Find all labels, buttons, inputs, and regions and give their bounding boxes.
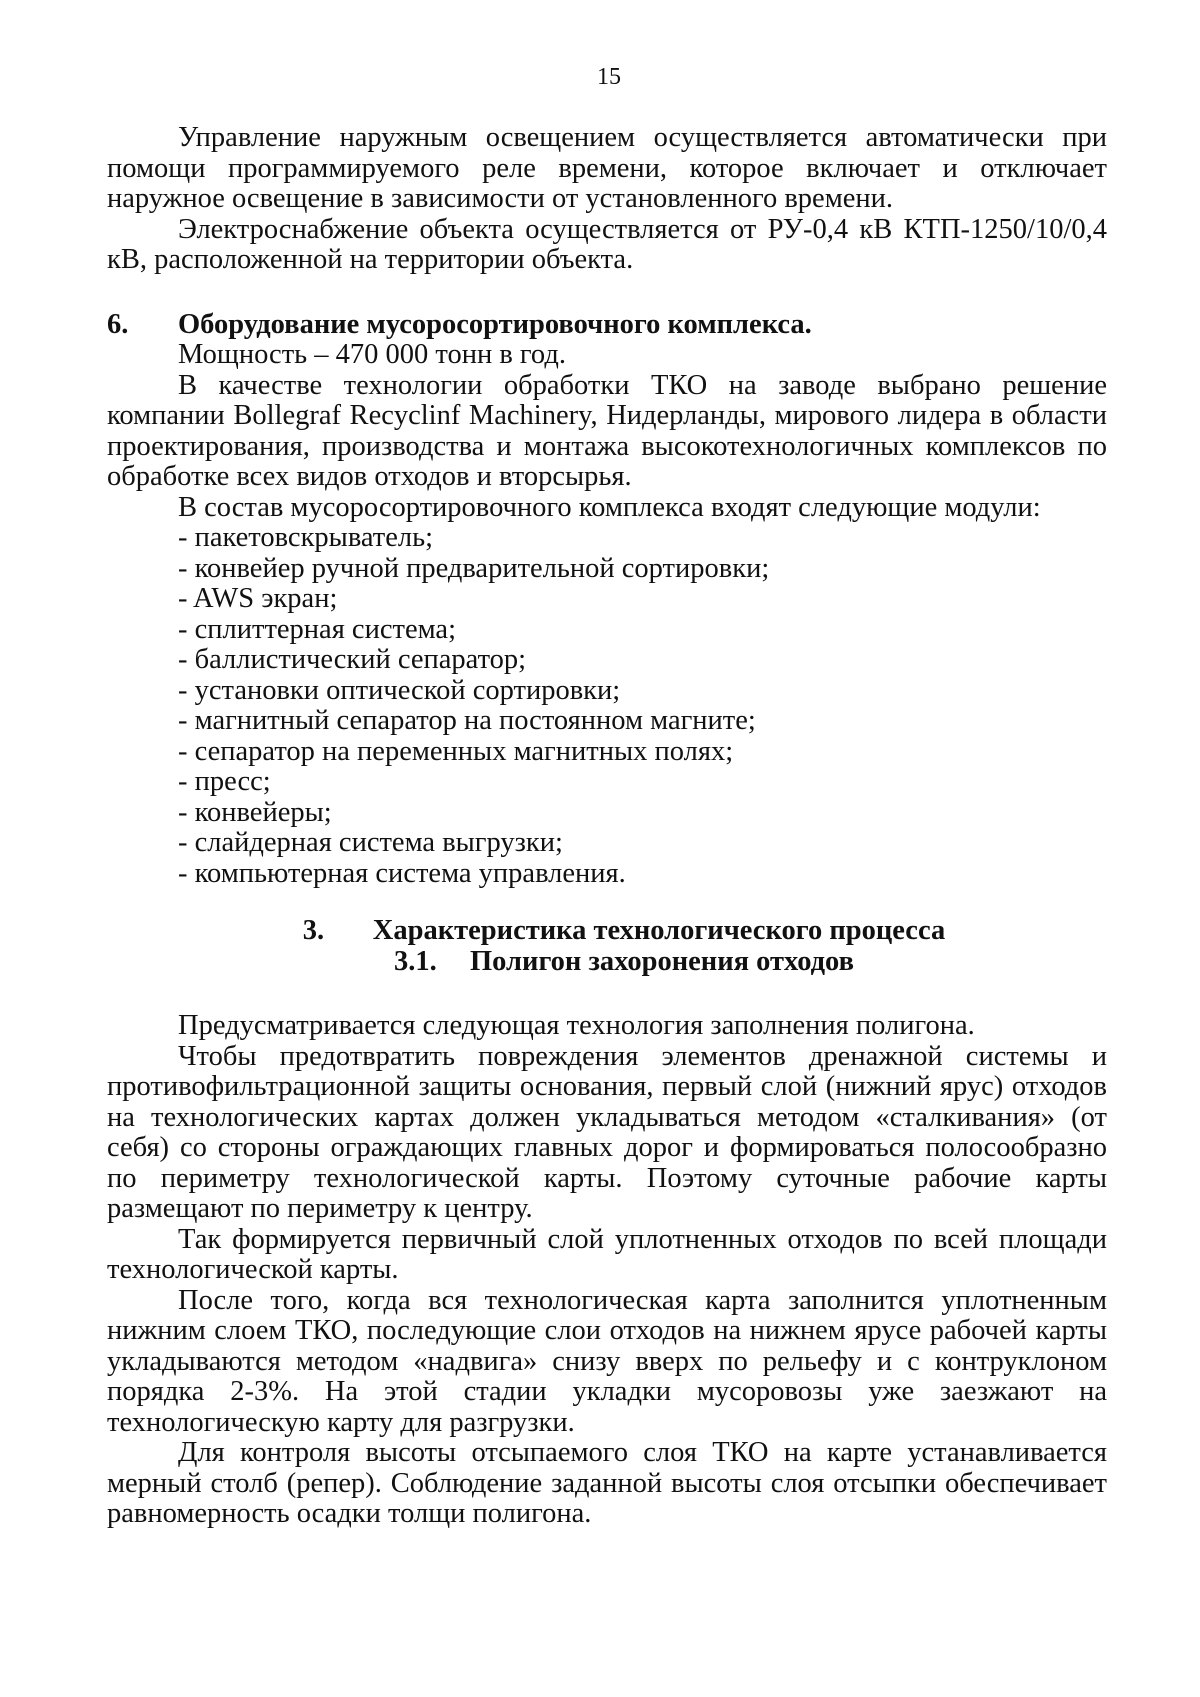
paragraph-capacity: Мощность – 470 000 тонн в год. — [178, 339, 566, 370]
spacer — [107, 977, 1107, 1011]
modules-list — [107, 523, 1107, 889]
list-item: - AWS экран; — [178, 583, 338, 614]
list-item: - установки оптической сортировки; — [178, 674, 621, 706]
list-item: - конвейеры; — [178, 796, 332, 828]
paragraph-modules-intro: В состав мусоросортировочного комплекса входят следующие модули: — [178, 491, 1041, 523]
list-item: - сплиттерная система; — [178, 613, 457, 645]
section-3-title: Характеристика технологического процесса — [372, 915, 946, 946]
section-3-1-heading — [107, 947, 1107, 978]
page-number: 15 — [597, 64, 621, 90]
list-item: - компьютерная система управления. — [178, 857, 626, 889]
list-item: - баллистический сепаратор; — [178, 644, 527, 675]
section-3-1-title: Полигон захоронения отходов — [470, 945, 854, 977]
list-item: - конвейер ручной предварительной сортировки; — [178, 552, 770, 584]
paragraph-lighting: Управление наружным освещением осуществляется автоматически при помощи программируемого реле времени, которое включает и отключает наружное освещение в зависимости от установленного времени. — [107, 122, 1107, 214]
section-3-1-number: 3.1. — [394, 945, 437, 977]
section-3-heading — [107, 916, 1107, 947]
paragraph-primary-layer: Так формируется первичный слой уплотненных отходов по всей площади технологической карты. — [107, 1223, 1107, 1285]
list-item: - пресс; — [178, 766, 271, 797]
paragraph-landfill-intro: Предусматривается следующая технология заполнения полигона. — [178, 1010, 975, 1041]
section-3-number: 3. — [302, 915, 325, 946]
spacer — [107, 889, 1107, 916]
section-6-number: 6. — [107, 308, 129, 340]
list-item: - сепаратор на переменных магнитных полях; — [178, 735, 734, 767]
list-item: - слайдерная система выгрузки; — [178, 827, 563, 858]
paragraph-subsequent-layers: После того, когда вся технологическая карта заполнится уплотненным нижним слоем ТКО, последующие слои отходов на нижнем ярусе рабочей карты укладываются методом «надвига» снизу вверх по рельефу и с контруклоном порядка 2-3%. На этой стадии укладки мусоровозы уже заезжают на технологическую карту для разгрузки. — [107, 1284, 1107, 1438]
list-item: - магнитный сепаратор на постоянном магните; — [178, 705, 756, 736]
paragraph-power-supply: Электроснабжение объекта осуществляется от РУ-0,4 кВ КТП-1250/10/0,4 кВ, расположенной на территории объекта. — [107, 213, 1107, 275]
document-body — [107, 123, 1107, 1530]
spacer — [107, 276, 1107, 310]
section-6-heading — [107, 310, 1107, 341]
paragraph-first-layer: Чтобы предотвратить повреждения элементов дренажной системы и противофильтрационной защиты основания, первый слой (нижний ярус) отходов на технологических картах должен укладываться методом «сталкивания» (от себя) со стороны ограждающих главных дорог и формироваться полосообразно по периметру технологической карты. Поэтому суточные рабочие карты размещают по периметру к центру. — [107, 1040, 1107, 1224]
section-6-title: Оборудование мусоросортировочного комплекса. — [178, 308, 812, 340]
paragraph-technology: В качестве технологии обработки ТКО на заводе выбрано решение компании Bollegraf Recyclinf Machinery, Нидерланды, мирового лидера в области проектирования, производства и монтажа высокотехнологичных комплексов по обработке всех видов отходов и вторсырья. — [107, 369, 1107, 492]
list-item: - пакетовскрыватель; — [178, 522, 434, 553]
paragraph-height-control: Для контроля высоты отсыпаемого слоя ТКО на карте устанавливается мерный столб (репер). Соблюдение заданной высоты слоя отсыпки обеспечивает равномерность осадки толщи полигона. — [107, 1437, 1107, 1529]
